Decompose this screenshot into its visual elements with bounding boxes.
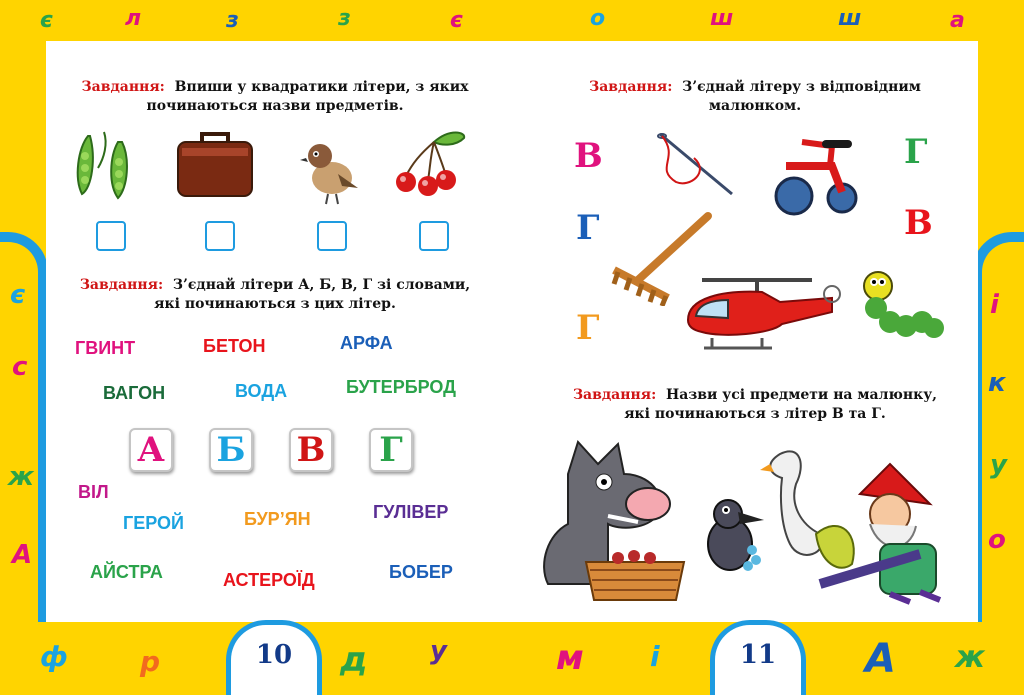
border-letter: ш — [838, 6, 862, 31]
border-letter: у — [990, 450, 1007, 480]
border-letter: ж — [955, 640, 985, 675]
needle-thread-picture — [650, 128, 740, 198]
border-letter: з — [226, 8, 239, 33]
word-hvynt: ГВИНТ — [75, 338, 136, 358]
border-letter: А — [12, 540, 33, 570]
word-burian: БУР’ЯН — [244, 509, 311, 529]
word-asteroid: АСТЕРОЇД — [223, 570, 315, 590]
border-letter: і — [990, 290, 999, 320]
border-letter: а — [950, 8, 965, 33]
letter-box-b: Б — [209, 428, 253, 472]
letter-box-h: Г — [369, 428, 413, 472]
letter-box-a: А — [129, 428, 173, 472]
left-task1: Завдання: Впиши у квадратики літери, з яких починаються назви предметів. — [81, 79, 469, 114]
helicopter-picture — [682, 268, 846, 356]
right-letter-4: В — [904, 203, 933, 243]
sparrow-picture — [298, 134, 360, 206]
suitcase-picture — [172, 128, 258, 200]
border-letter: о — [988, 525, 1006, 555]
page-number-right: 11 — [710, 620, 806, 695]
border-letter: є — [450, 8, 464, 33]
border-letter: і — [650, 640, 660, 673]
border-letter: с — [12, 352, 28, 382]
right-frame-inner — [982, 242, 1024, 622]
border-letter: р — [140, 645, 161, 678]
border-letter: м — [556, 638, 584, 678]
border-letter: д — [340, 640, 368, 680]
word-buterbrod: БУТЕРБРОД — [346, 377, 456, 397]
right-letter-3: Г — [576, 208, 600, 248]
border-letter: к — [988, 368, 1006, 398]
caterpillar-picture — [856, 262, 946, 344]
wolf-basket-picture — [538, 434, 708, 602]
right-letter-5: Г — [576, 308, 600, 348]
answer-box-4[interactable] — [419, 221, 449, 251]
word-heroi: ГЕРОЙ — [123, 513, 184, 533]
tricycle-picture — [772, 132, 860, 218]
border-letter: ж — [8, 462, 34, 492]
word-voda: ВОДА — [235, 381, 288, 401]
word-bober: БОБЕР — [389, 562, 453, 582]
border-letter: А — [865, 636, 896, 682]
border-letter: о — [590, 6, 606, 31]
right-letter-1: В — [574, 136, 603, 176]
answer-box-1[interactable] — [96, 221, 126, 251]
right-letter-2: Г — [904, 132, 928, 172]
border-letter: ш — [710, 6, 734, 31]
word-beton: БЕТОН — [203, 336, 266, 356]
letter-box-v: В — [289, 428, 333, 472]
border-letter: л — [125, 6, 142, 31]
right-task2: Завдання: Назви усі предмети на малюнку, які починаються з літер В та Г. — [572, 387, 938, 422]
left-task2: Завдання: З’єднай літери А, Б, В, Г зі словами, які починаються з цих літер. — [79, 277, 471, 312]
pea-pods-picture — [68, 128, 148, 200]
border-letter: ф — [40, 640, 68, 673]
word-arfa: АРФА — [340, 333, 393, 353]
right-task1: Завдання: З’єднай літеру з відповідним малюнком. — [589, 79, 921, 114]
page-number-left: 10 — [226, 620, 322, 695]
border-letter: з — [338, 6, 351, 31]
goose-gnome-picture — [760, 444, 950, 606]
word-vil: ВІЛ — [78, 482, 109, 502]
answer-box-2[interactable] — [205, 221, 235, 251]
border-letter: є — [40, 8, 54, 33]
answer-box-3[interactable] — [317, 221, 347, 251]
word-vahon: ВАГОН — [103, 383, 166, 403]
word-aistra: АЙСТРА — [90, 562, 163, 582]
cherries-picture — [390, 124, 470, 200]
word-huliver: ГУЛІВЕР — [373, 502, 449, 522]
border-letter: у — [430, 636, 447, 666]
border-letter: є — [10, 280, 26, 310]
